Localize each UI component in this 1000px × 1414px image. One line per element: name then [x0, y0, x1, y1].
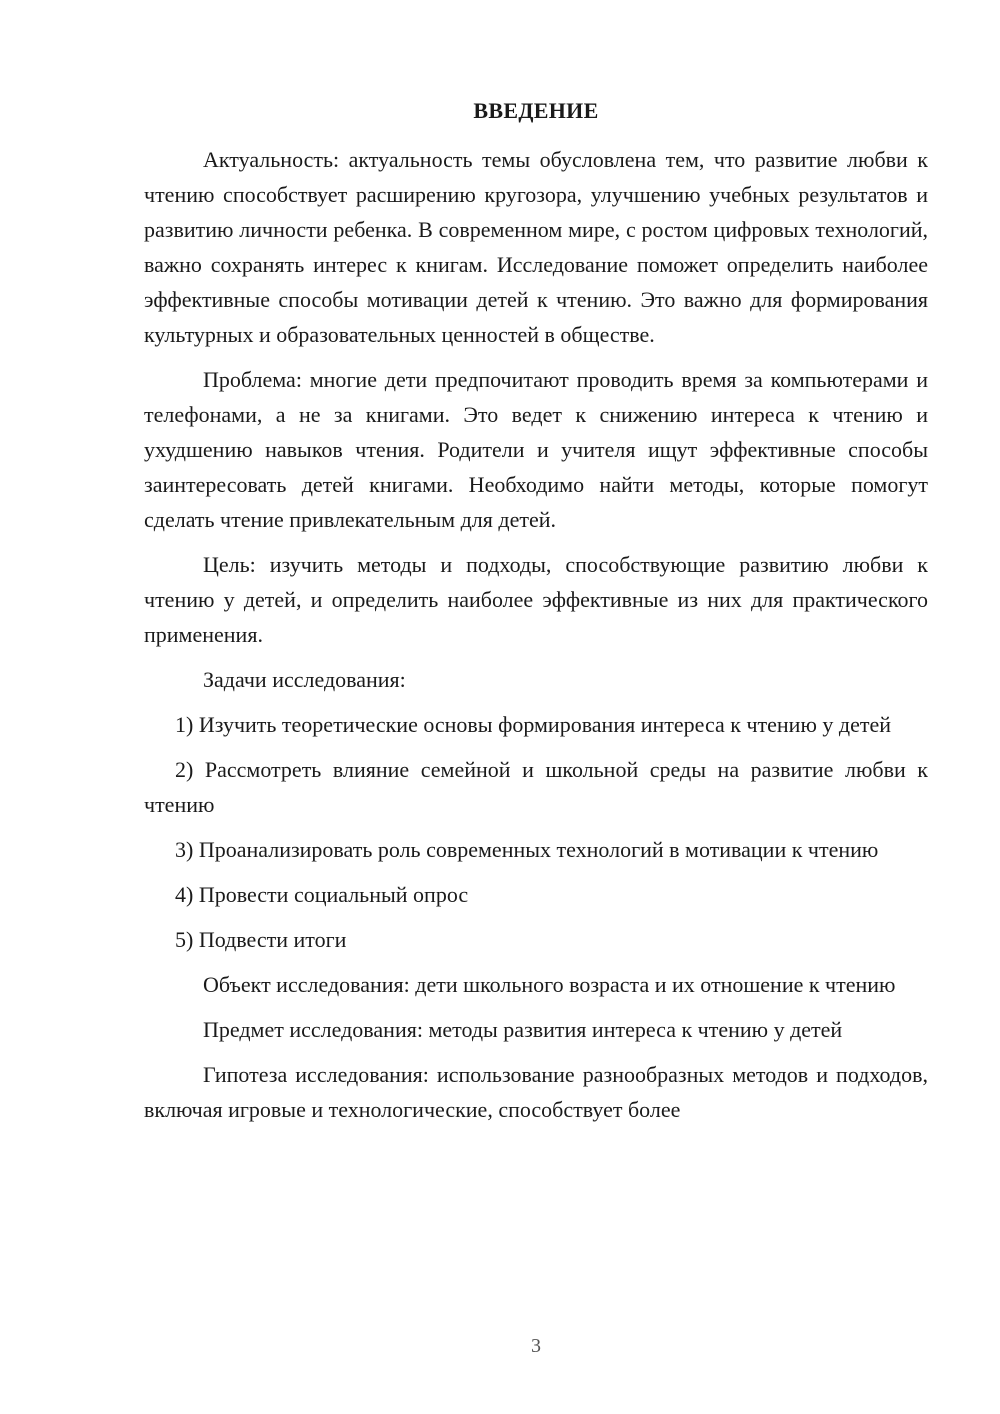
task-item-5: 5) Подвести итоги	[175, 927, 347, 952]
paragraph-subject: Предмет исследования: методы развития интереса к чтению у детей	[203, 1017, 843, 1042]
tasks-title: Задачи исследования:	[203, 667, 406, 692]
task-item-1: 1) Изучить теоретические основы формирования интереса к чтению у детей	[175, 712, 891, 737]
task-item-2: 2) Рассмотреть влияние семейной и школьной среды на развитие любви к чтению	[144, 757, 928, 817]
paragraph-goal: Цель: изучить методы и подходы, способствующие развитию любви к чтению у детей, и определить наиболее эффективные из них для практического применения.	[144, 552, 928, 647]
paragraph-problem: Проблема: многие дети предпочитают проводить время за компьютерами и телефонами, а не за книгами. Это ведет к снижению интереса к чтению и ухудшению навыков чтения. Родители и учителя ищут эффективные способы заинтересовать детей книгами. Необходимо найти методы, которые помогут сделать чтение привлекательным для детей.	[144, 367, 928, 532]
section-heading: ВВЕДЕНИЕ	[473, 98, 599, 123]
body-text	[144, 142, 928, 1137]
task-item-4: 4) Провести социальный опрос	[175, 882, 469, 907]
paragraph-hypothesis: Гипотеза исследования: использование разнообразных методов и подходов, включая игровые и технологические, способствует более	[144, 1062, 928, 1122]
document-page	[144, 0, 928, 1414]
page-number: 3	[531, 1335, 541, 1357]
paragraph-relevance: Актуальность: актуальность темы обусловлена тем, что развитие любви к чтению способствует расширению кругозора, улучшению учебных результатов и развитию личности ребенка. В современном мире, с ростом цифровых технологий, важно сохранять интерес к книгам. Исследование поможет определить наиболее эффективные способы мотивации детей к чтению. Это важно для формирования культурных и образовательных ценностей в обществе.	[144, 147, 928, 347]
task-item-3: 3) Проанализировать роль современных технологий в мотивации к чтению	[175, 837, 879, 862]
paragraph-object: Объект исследования: дети школьного возраста и их отношение к чтению	[203, 972, 896, 997]
